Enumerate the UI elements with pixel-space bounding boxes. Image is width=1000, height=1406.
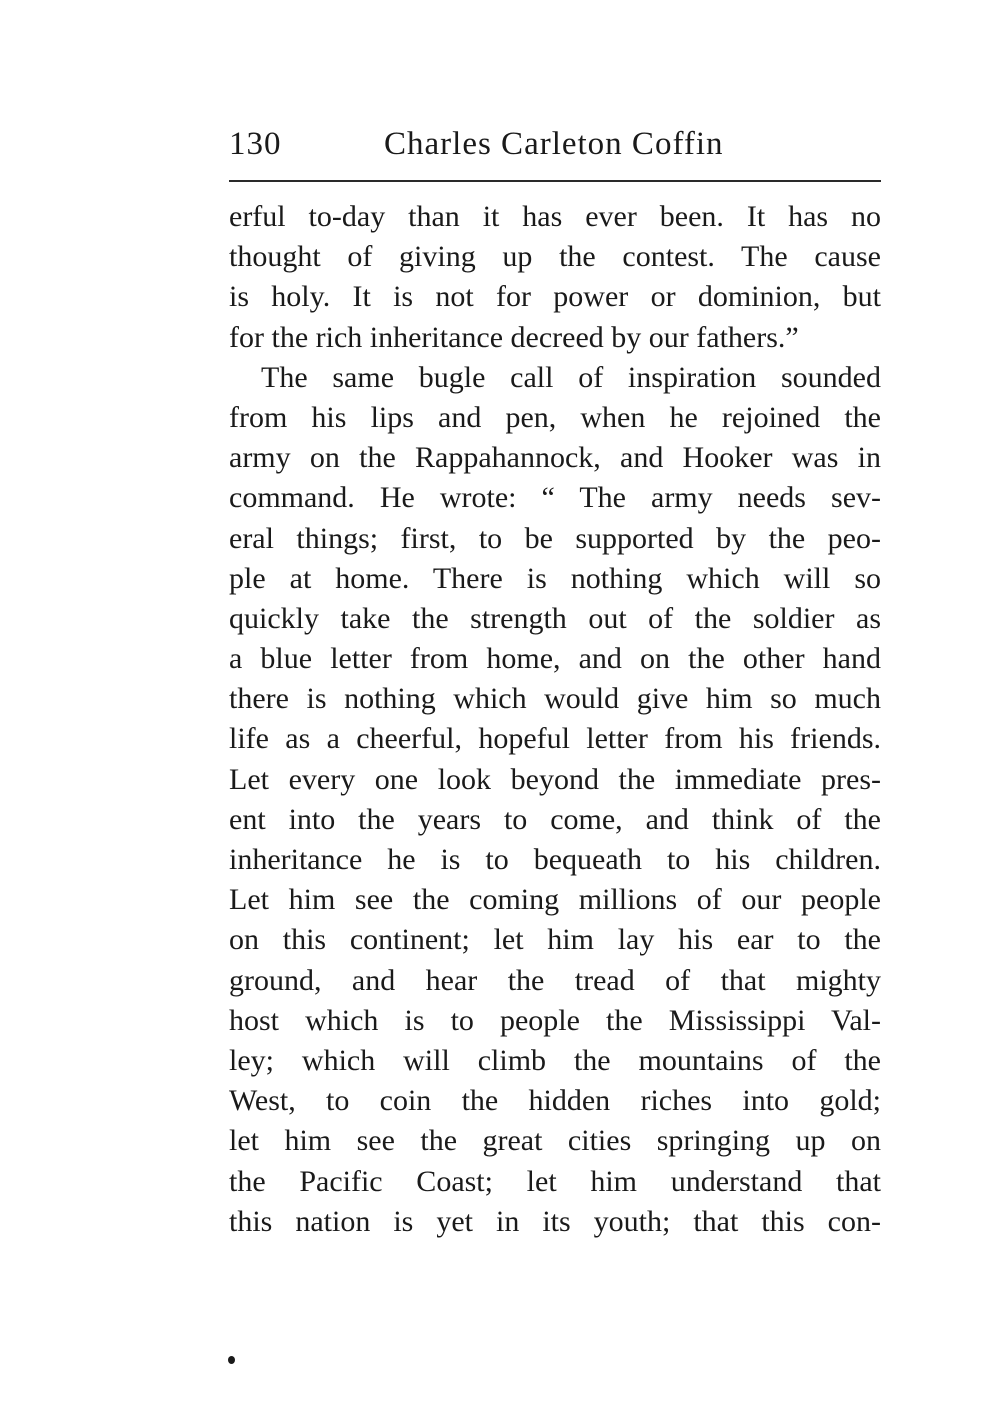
running-title: Charles Carleton Coffin [384, 126, 724, 162]
text-line: eral things; first, to be supported by the peo- [229, 521, 881, 555]
text-line: erful to-day than it has ever been. It has no [229, 200, 881, 233]
text-line: the Pacific Coast; let him understand that [229, 1164, 881, 1198]
text-line: Let him see the coming millions of our people [229, 883, 881, 917]
text-line: ley; which will climb the mountains of the [229, 1043, 881, 1077]
text-line: Let every one look beyond the immediate pres- [229, 762, 881, 796]
text-line: host which is to people the Mississippi Val- [229, 1003, 881, 1037]
text-line: command. He wrote: “ The army needs sev- [229, 481, 881, 515]
text-line: ple at home. There is nothing which will so [229, 561, 881, 595]
text-line: this nation is yet in its youth; that this con- [229, 1204, 881, 1238]
header-rule [229, 180, 881, 182]
ink-speck [228, 1356, 235, 1364]
text-line: let him see the great cities springing up on [229, 1124, 881, 1158]
text-line: for the rich inheritance decreed by our fathers.” [229, 320, 799, 354]
text-line: ground, and hear the tread of that mighty [229, 963, 881, 997]
text-line: there is nothing which would give him so much [229, 682, 881, 716]
text-line: army on the Rappahannock, and Hooker was in [229, 441, 881, 475]
page-number: 130 [229, 126, 282, 162]
text-line: a blue letter from home, and on the other hand [229, 642, 881, 676]
text-line: quickly take the strength out of the soldier as [229, 601, 881, 635]
text-line: The same bugle call of inspiration sounded [261, 360, 881, 394]
text-line: from his lips and pen, when he rejoined the [229, 400, 881, 434]
text-line: inheritance he is to bequeath to his children. [229, 843, 881, 876]
text-line: West, to coin the hidden riches into gold; [229, 1084, 881, 1118]
text-line: life as a cheerful, hopeful letter from his friends. [229, 722, 881, 756]
text-line: is holy. It is not for power or dominion, but [229, 280, 881, 314]
text-line: ent into the years to come, and think of the [229, 802, 881, 836]
text-line: on this continent; let him lay his ear to the [229, 923, 881, 957]
body-text [229, 197, 881, 1242]
text-line: thought of giving up the contest. The cause [229, 240, 881, 274]
running-header [229, 126, 881, 166]
